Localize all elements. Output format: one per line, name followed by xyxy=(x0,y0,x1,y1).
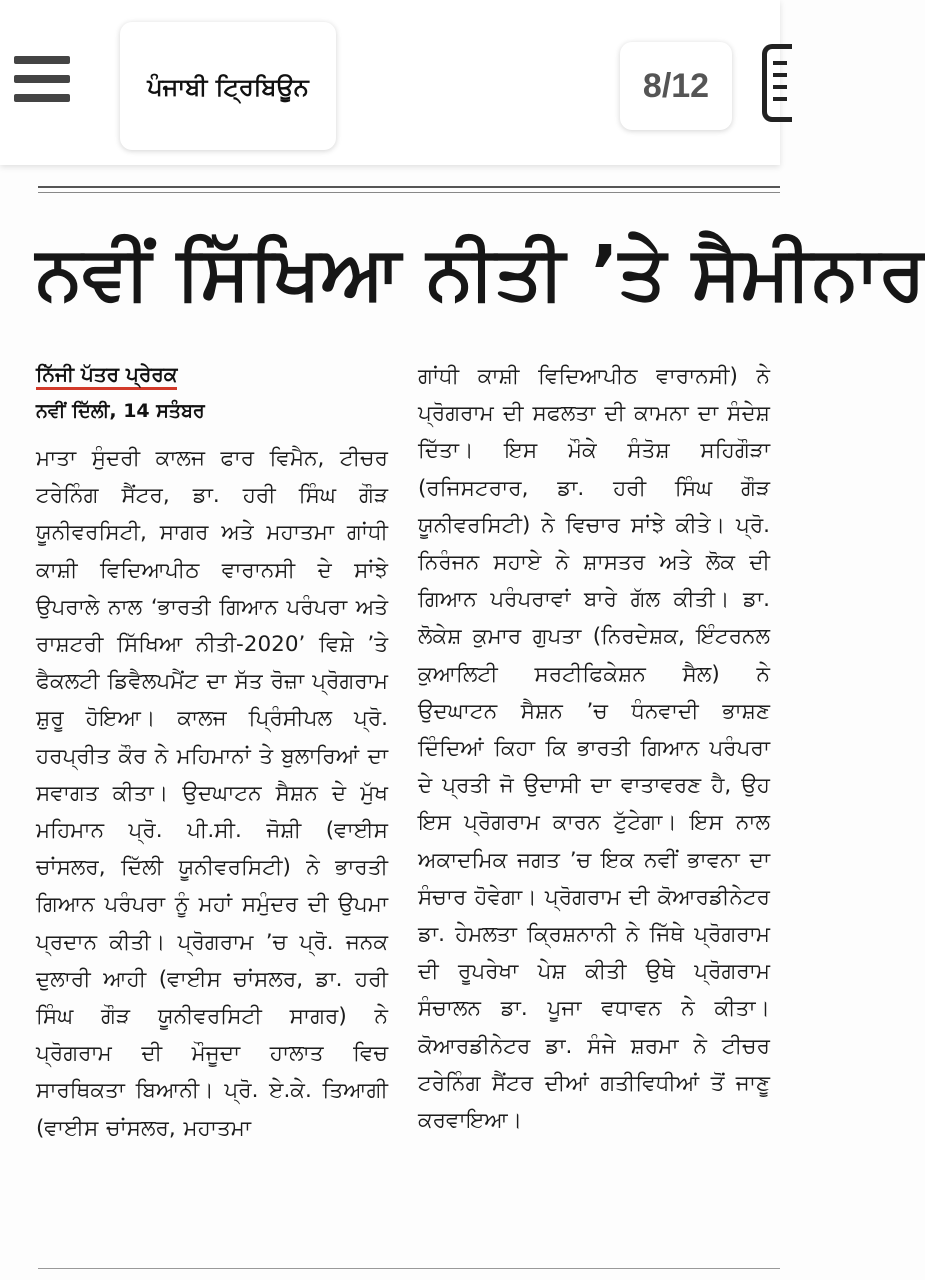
article-byline: ਨਿੱਜੀ ਪੱਤਰ ਪ੍ਰੇਰਕ xyxy=(36,362,177,390)
article-headline: ਨਵੀਂ ਸਿੱਖਿਆ ਨੀਤੀ ’ਤੇ ਸੈਮੀਨਾਰ xyxy=(36,230,925,316)
hamburger-menu-icon[interactable] xyxy=(14,56,70,104)
article-column-1: ਮਾਤਾ ਸੁੰਦਰੀ ਕਾਲਜ ਫਾਰ ਵਿਮੈਨ, ਟੀਚਰ ਟਰੇਨਿੰਗ ਸੈਂਟਰ, ਡਾ. ਹਰੀ ਸਿੰਘ ਗੌੜ ਯੂਨੀਵਰਸਿਟੀ, ਸਾਗਰ ਅਤੇ ਮਹਾਤਮਾ ਗਾਂਧੀ ਕਾਸ਼ੀ ਵਿਦਿਆਪੀਠ ਵਾਰਾਨਸੀ ਦੇ ਸਾਂਝੇ ਉਪਰਾਲੇ ਨਾਲ ‘ਭਾਰਤੀ ਗਿਆਨ ਪਰੰਪਰਾ ਅਤੇ ਰਾਸ਼ਟਰੀ ਸਿੱਖਿਆ ਨੀਤੀ-2020’ ਵਿਸ਼ੇ ’ਤੇ ਫੈਕਲਟੀ ਡਿਵੈਲਪਮੈਂਟ ਦਾ ਸੱਤ ਰੋਜ਼ਾ ਪ੍ਰੋਗਰਾਮ ਸ਼ੁਰੂ ਹੋਇਆ। ਕਾਲਜ ਪ੍ਰਿੰਸੀਪਲ ਪ੍ਰੋ. ਹਰਪ੍ਰੀਤ ਕੌਰ ਨੇ ਮਹਿਮਾਨਾਂ ਤੇ ਬੁਲਾਰਿਆਂ ਦਾ ਸਵਾਗਤ ਕੀਤਾ। ਉਦਘਾਟਨ ਸੈਸ਼ਨ ਦੇ ਮੁੱਖ ਮਹਿਮਾਨ ਪ੍ਰੋ. ਪੀ.ਸੀ. ਜੋਸ਼ੀ (ਵਾਈਸ ਚਾਂਸਲਰ, ਦਿੱਲੀ ਯੂਨੀਵਰਸਿਟੀ) ਨੇ ਭਾਰਤੀ ਗਿਆਨ ਪਰੰਪਰਾ ਨੂੰ ਮਹਾਂ ਸਮੁੰਦਰ ਦੀ ਉਪਮਾ ਪ੍ਰਦਾਨ ਕੀਤੀ। ਪ੍ਰੋਗਰਾਮ ’ਚ ਪ੍ਰੋ. ਜਨਕ ਦੁਲਾਰੀ ਆਹੀ (ਵਾਈਸ ਚਾਂਸਲਰ, ਡਾ. ਹਰੀ ਸਿੰਘ ਗੌੜ ਯੂਨੀਵਰਸਿਟੀ ਸਾਗਰ) ਨੇ ਪ੍ਰੋਗਰਾਮ ਦੀ ਮੌਜੂਦਾ ਹਾਲਾਤ ਵਿਚ ਸਾਰਥਿਕਤਾ ਬਿਆਨੀ। ਪ੍ਰੋ. ਏ.ਕੇ. ਤਿਆਗੀ (ਵਾਈਸ ਚਾਂਸਲਰ, ਮਹਾਤਮਾ xyxy=(36,446,388,1141)
top-bar xyxy=(0,0,780,165)
page-counter-button[interactable]: 8/12 xyxy=(620,42,732,130)
top-divider xyxy=(38,186,780,188)
article-dateline: ਨਵੀਂ ਦਿੱਲੀ, 14 ਸਤੰਬਰ xyxy=(36,400,205,422)
pages-thumbnail-icon[interactable] xyxy=(762,44,792,122)
bottom-divider xyxy=(38,1268,780,1269)
article-column-2: ਗਾਂਧੀ ਕਾਸ਼ੀ ਵਿਦਿਆਪੀਠ ਵਾਰਾਨਸੀ) ਨੇ ਪ੍ਰੋਗਰਾਮ ਦੀ ਸਫਲਤਾ ਦੀ ਕਾਮਨਾ ਦਾ ਸੰਦੇਸ਼ ਦਿੱਤਾ। ਇਸ ਮੌਕੇ ਸੰਤੋਸ਼ ਸਹਿਗੌੜਾ (ਰਜਿਸਟਰਾਰ, ਡਾ. ਹਰੀ ਸਿੰਘ ਗੌੜ ਯੂਨੀਵਰਸਿਟੀ) ਨੇ ਵਿਚਾਰ ਸਾਂਝੇ ਕੀਤੇ। ਪ੍ਰੋ. ਨਿਰੰਜਨ ਸਹਾਏ ਨੇ ਸ਼ਾਸਤਰ ਅਤੇ ਲੋਕ ਦੀ ਗਿਆਨ ਪਰੰਪਰਾਵਾਂ ਬਾਰੇ ਗੱਲ ਕੀਤੀ। ਡਾ. ਲੋਕੇਸ਼ ਕੁਮਾਰ ਗੁਪਤਾ (ਨਿਰਦੇਸ਼ਕ, ਇੰਟਰਨਲ ਕੁਆਲਿਟੀ ਸਰਟੀਫਿਕੇਸ਼ਨ ਸੈਲ) ਨੇ ਉਦਘਾਟਨ ਸੈਸ਼ਨ ’ਚ ਧੰਨਵਾਦੀ ਭਾਸ਼ਣ ਦਿੰਦਿਆਂ ਕਿਹਾ ਕਿ ਭਾਰਤੀ ਗਿਆਨ ਪਰੰਪਰਾ ਦੇ ਪ੍ਰਤੀ ਜੋ ਉਦਾਸੀ ਦਾ ਵਾਤਾਵਰਣ ਹੈ, ਉਹ ਇਸ ਪ੍ਰੋਗਰਾਮ ਕਾਰਨ ਟੁੱਟੇਗਾ। ਇਸ ਨਾਲ ਅਕਾਦਮਿਕ ਜਗਤ ’ਚ ਇਕ ਨਵੀਂ ਭਾਵਨਾ ਦਾ ਸੰਚਾਰ ਹੋਵੇਗਾ। ਪ੍ਰੋਗਰਾਮ ਦੀ ਕੋਆਰਡੀਨੇਟਰ ਡਾ. ਹੇਮਲਤਾ ਕ੍ਰਿਸ਼ਨਾਨੀ ਨੇ ਜਿੱਥੇ ਪ੍ਰੋਗਰਾਮ ਦੀ ਰੂਪਰੇਖਾ ਪੇਸ਼ ਕੀਤੀ ਉਥੇ ਪ੍ਰੋਗਰਾਮ ਸੰਚਾਲਨ ਡਾ. ਪੂਜਾ ਵਧਾਵਨ ਨੇ ਕੀਤਾ। ਕੋਆਰਡੀਨੇਟਰ ਡਾ. ਸੰਜੇ ਸ਼ਰਮਾ ਨੇ ਟੀਚਰ ਟਰੇਨਿੰਗ ਸੈਂਟਰ ਦੀਆਂ ਗਤੀਵਿਧੀਆਂ ਤੋਂ ਜਾਣੂ ਕਰਵਾਇਆ। xyxy=(418,364,770,1134)
logo-text: ਪੰਜਾਬੀ ਟ੍ਰਿਬਿਊਨ xyxy=(147,71,309,101)
top-divider-thin xyxy=(38,192,780,193)
newspaper-logo[interactable] xyxy=(120,22,336,150)
